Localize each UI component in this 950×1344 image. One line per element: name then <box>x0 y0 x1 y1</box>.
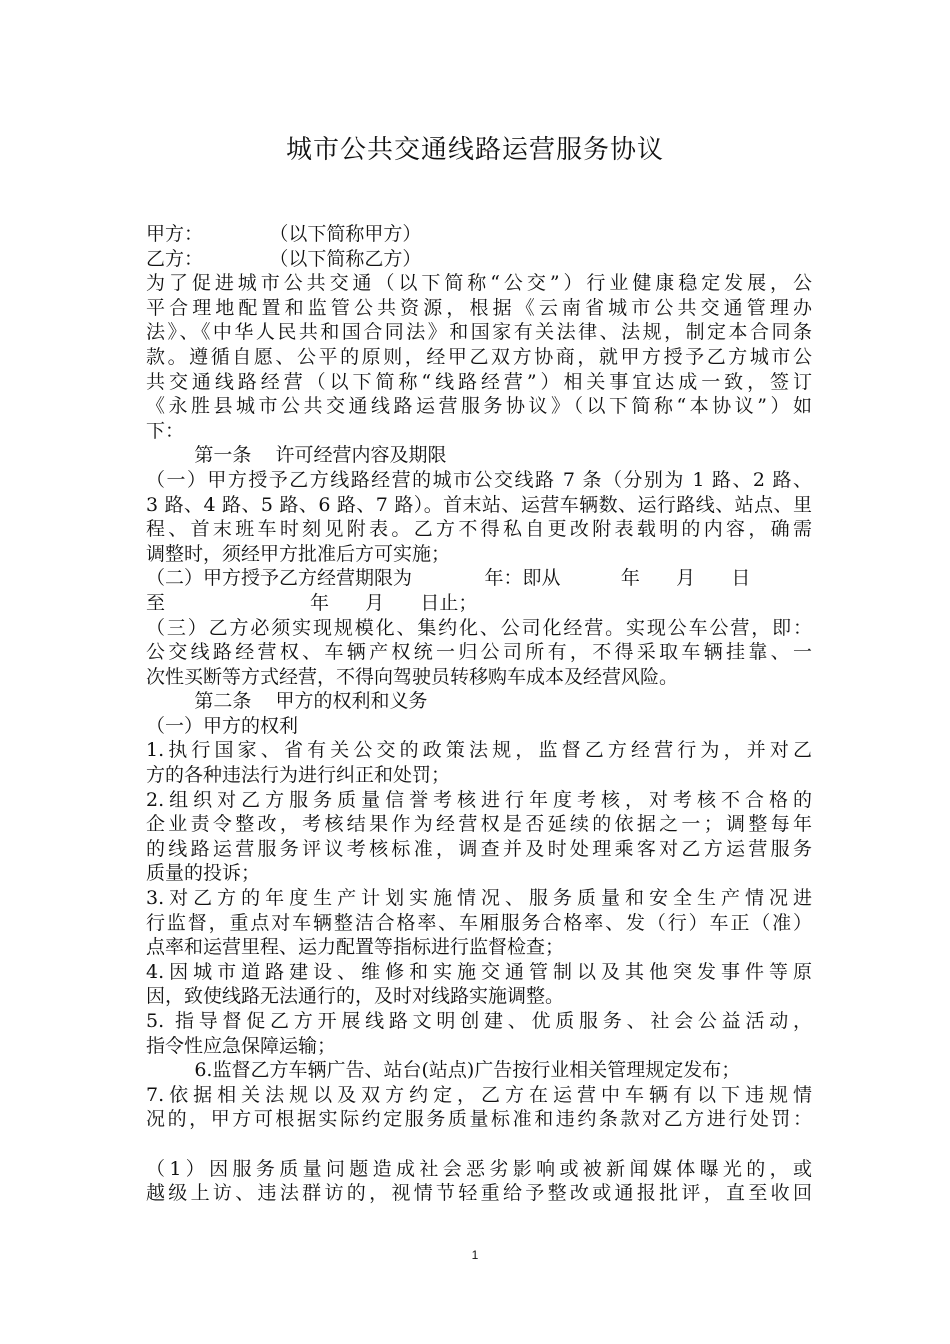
text-line: （一）甲方的权利 <box>146 714 299 737</box>
text-line: 2.组织对乙方服务质量信誉考核进行年度考核，对考核不合格的 <box>146 788 812 811</box>
text-line: 乙方： （以下简称乙方） <box>146 247 422 270</box>
text-line: 6.监督乙方车辆广告、站台(站点)广告按行业相关管理规定发布； <box>146 1059 741 1082</box>
text-line: 共交通线路经营（以下简称“线路经营”）相关事宜达成一致，签订 <box>146 370 812 393</box>
text-line: 甲方： （以下简称甲方） <box>146 223 422 245</box>
text-line: 法》、《中华人民共和国合同法》和国家有关法律、法规，制定本合同条 <box>146 321 812 344</box>
page-number: 1 <box>471 1248 479 1262</box>
text-line: 第二条 甲方的权利和义务 <box>146 690 428 713</box>
text-line: 的线路运营服务评议考核标准，调查并及时处理乘客对乙方运营服务 <box>146 837 812 860</box>
text-line: 因，致使线路无法通行的，及时对线路实施调整。 <box>146 985 565 1008</box>
text-line: 公交线路经营权、车辆产权统一归公司所有，不得采取车辆挂靠、一 <box>146 641 812 664</box>
text-line: 平合理地配置和监管公共资源，根据《云南省城市公共交通管理办 <box>146 296 812 319</box>
text-line: 款。遵循自愿、公平的原则，经甲乙双方协商，就甲方授予乙方城市公 <box>146 345 812 368</box>
text-line: 4.因城市道路建设、维修和实施交通管制以及其他突发事件等原 <box>146 960 812 983</box>
text-line: 7.依据相关法规以及双方约定，乙方在运营中车辆有以下违规情 <box>146 1083 812 1106</box>
text-line: 3 路、4 路、5 路、6 路、7 路）。首末站、运营车辆数、运行路线、站点、里 <box>146 493 812 516</box>
text-line: 次性买断等方式经营，不得向驾驶员转移购车成本及经营风险。 <box>146 665 679 688</box>
text-line: 行监督，重点对车辆整洁合格率、车厢服务合格率、发（行）车正（准） <box>146 911 812 934</box>
text-line: 第一条 许可经营内容及期限 <box>146 444 447 467</box>
text-line: 1.执行国家、省有关公交的政策法规，监督乙方经营行为，并对乙 <box>146 739 812 762</box>
text-line: 指令性应急保障运输； <box>146 1034 337 1057</box>
paragraph-gap <box>146 1132 812 1157</box>
text-line: 方的各种违法行为进行纠正和处罚； <box>146 764 451 787</box>
text-line: 为了促进城市公共交通（以下简称“公交”）行业健康稳定发展，公 <box>146 272 812 295</box>
text-line: 《永胜县城市公共交通线路运营服务协议》（以下简称“本协议”）如 <box>146 395 812 418</box>
text-line: （三）乙方必须实现规模化、集约化、公司化经营。实现公车公营，即： <box>146 616 812 639</box>
document-body <box>146 222 812 1206</box>
text-line: （二）甲方授予乙方经营期限为 年：即从 年 月 日 <box>146 567 751 590</box>
document-title: 城市公共交通线路运营服务协议 <box>285 135 664 165</box>
text-line: 5. 指导督促乙方开展线路文明创建、优质服务、社会公益活动， <box>146 1010 812 1032</box>
text-line: （1）因服务质量问题造成社会恶劣影响或被新闻媒体曝光的，或 <box>146 1157 812 1180</box>
text-line: 况的，甲方可根据实际约定服务质量标准和违约条款对乙方进行处罚： <box>146 1108 812 1131</box>
text-line: （一）甲方授予乙方线路经营的城市公交线路 7 条（分别为 1 路、2 路、 <box>146 468 812 491</box>
text-line: 调整时，须经甲方批准后方可实施； <box>146 542 451 565</box>
text-line: 企业责令整改，考核结果作为经营权是否延续的依据之一；调整每年 <box>146 813 812 836</box>
text-line: 程、首末班车时刻见附表。乙方不得私自更改附表载明的内容，确需 <box>146 518 812 541</box>
text-line: 点率和运营里程、运力配置等指标进行监督检查； <box>146 936 565 959</box>
text-line: 3.对乙方的年度生产计划实施情况、服务质量和安全生产情况进 <box>146 887 812 910</box>
text-line: 至 年 月 日止； <box>146 591 478 614</box>
text-line: 下： <box>146 419 185 442</box>
text-line: 越级上访、违法群访的，视情节轻重给予整改或通报批评，直至收回 <box>146 1182 812 1205</box>
text-line: 质量的投诉； <box>146 862 261 885</box>
